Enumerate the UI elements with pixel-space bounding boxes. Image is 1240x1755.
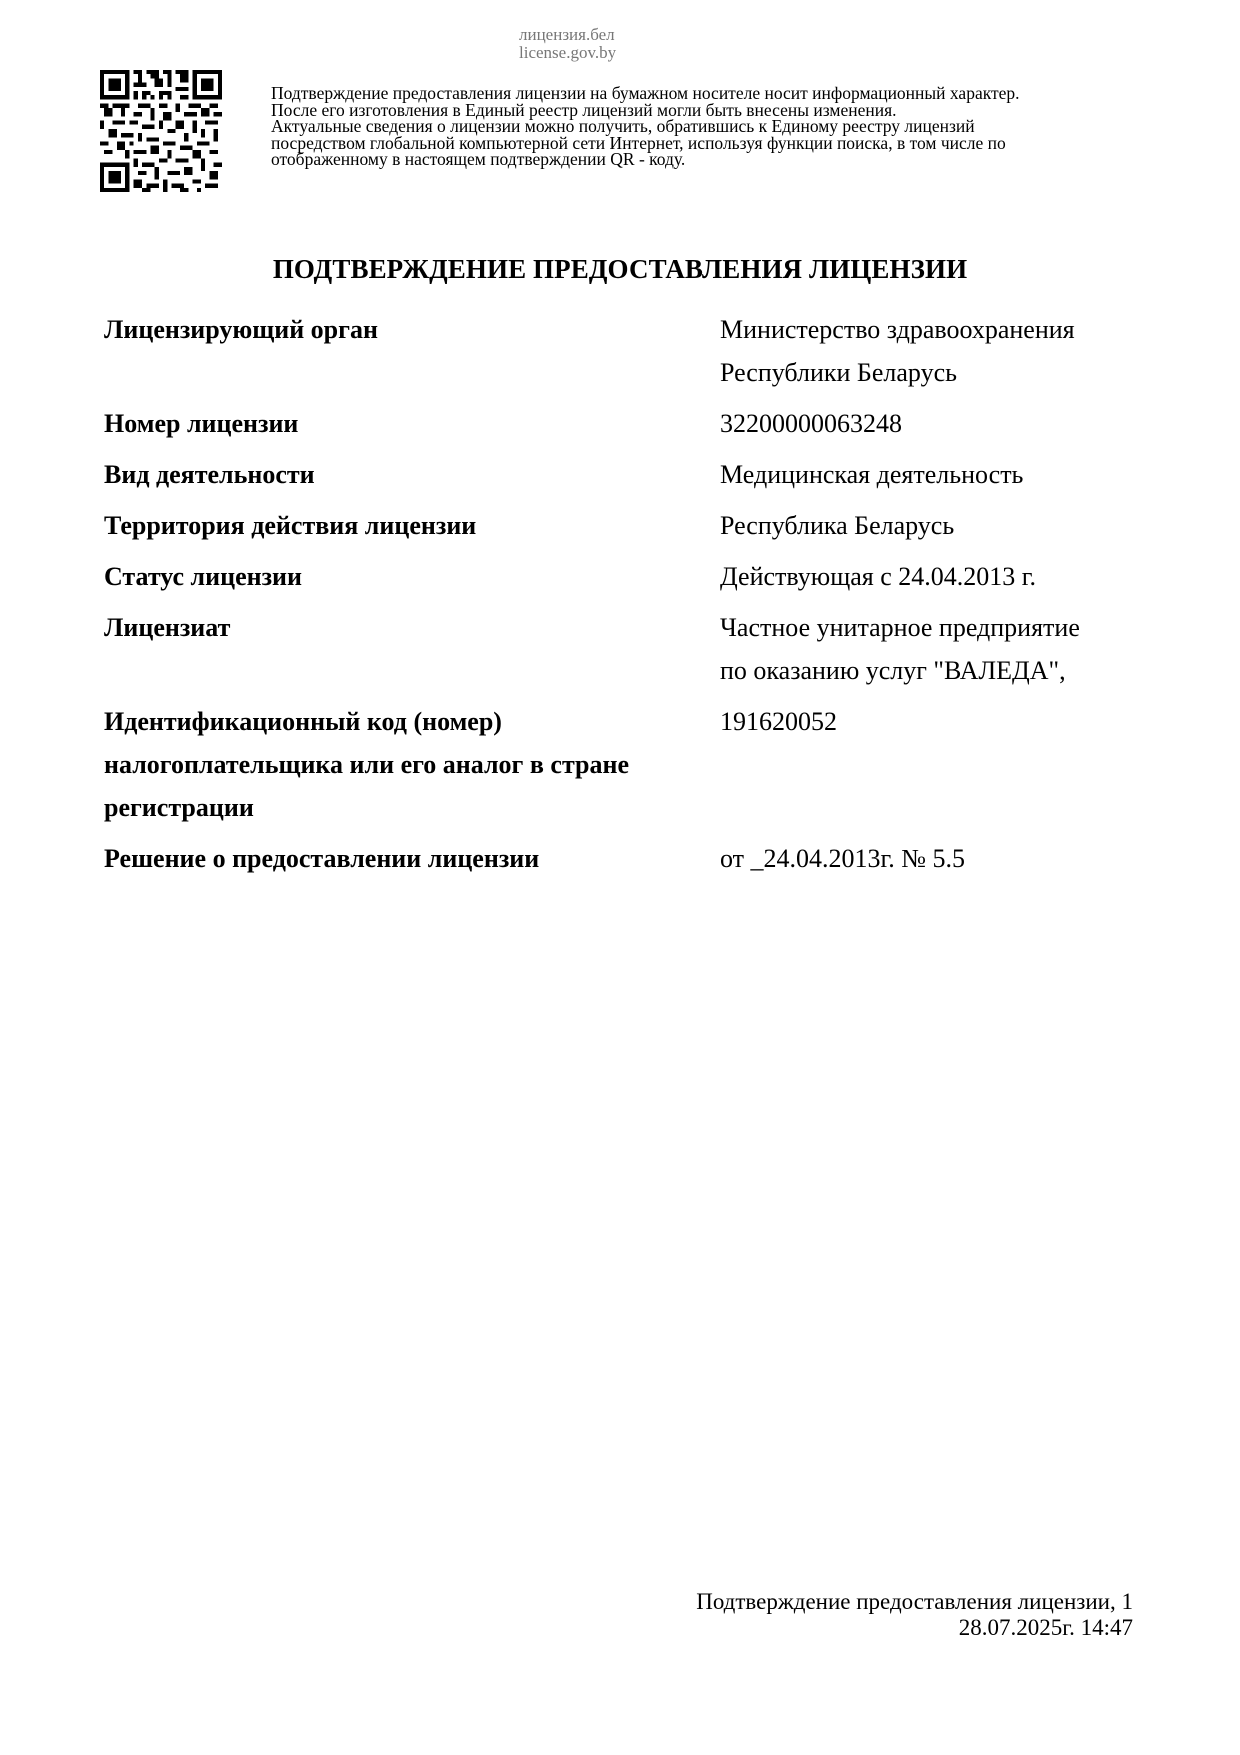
field-row-license-number (104, 402, 1154, 445)
field-row-taxpayer-id (104, 700, 1154, 829)
notice-line: Актуальные сведения о лицензии можно получить, обратившись к Единому реестру лицензий (271, 116, 975, 136)
field-row-decision (104, 837, 1154, 880)
field-row-licensee (104, 606, 1154, 692)
field-label (104, 453, 720, 496)
field-label (104, 308, 720, 394)
field-value (720, 308, 1150, 394)
field-value (720, 504, 1150, 547)
field-value (720, 555, 1150, 598)
field-label (104, 700, 720, 829)
footer-timestamp: 28.07.2025г. 14:47 (958, 1615, 1133, 1640)
field-label-line: Статус лицензии (104, 562, 302, 591)
license-fields (104, 308, 1154, 880)
field-value-line: 32200000063248 (720, 409, 902, 438)
field-label (104, 402, 720, 445)
field-label-line: регистрации (104, 793, 254, 822)
field-label (104, 555, 720, 598)
footer-page-label: Подтверждение предоставления лицензии, 1 (696, 1589, 1133, 1614)
field-label-line: Номер лицензии (104, 409, 299, 438)
notice-line: После его изготовления в Единый реестр лицензий могли быть внесены изменения. (271, 99, 897, 120)
site-link-bel[interactable]: лицензия.бел (519, 25, 615, 44)
field-label (104, 837, 720, 880)
field-value-line: Республика Беларусь (720, 511, 955, 540)
field-label-line: Решение о предоставлении лицензии (104, 844, 540, 873)
field-value-line: Республики Беларусь (720, 358, 957, 387)
field-label-line: Вид деятельности (104, 460, 315, 489)
field-label-line: налогоплательщика или его аналог в стране (104, 750, 630, 779)
notice-line: Подтверждение предоставления лицензии на бумажном носителе носит информационный характер. (271, 83, 1020, 103)
field-value-line: Действующая с 24.04.2013 г. (720, 562, 1037, 591)
field-label (104, 606, 720, 692)
field-value (720, 700, 1150, 829)
field-value-line: Министерство здравоохранения (720, 315, 1075, 344)
site-link-gov-by[interactable]: license.gov.by (519, 43, 617, 62)
page-footer (696, 1589, 1133, 1641)
field-row-status (104, 555, 1154, 598)
info-notice (271, 85, 1171, 168)
field-label-line: Лицензирующий орган (104, 315, 378, 344)
notice-line: отображенному в настоящем подтверждении QR - коду. (271, 149, 686, 169)
field-value-line: по оказанию услуг "ВАЛЕДА", (720, 656, 1066, 685)
document-title: ПОДТВЕРЖДЕНИЕ ПРЕДОСТАВЛЕНИЯ ЛИЦЕНЗИИ (272, 254, 968, 284)
field-value-line: от _24.04.2013г. № 5.5 (720, 844, 966, 873)
field-value-line: Частное унитарное предприятие (720, 613, 1080, 642)
qr-code-icon (100, 70, 222, 192)
field-value (720, 402, 1150, 445)
site-links (519, 26, 649, 62)
field-value (720, 606, 1150, 692)
field-row-licensing-authority (104, 308, 1154, 394)
field-value-line: Медицинская деятельность (720, 460, 1024, 489)
field-row-territory (104, 504, 1154, 547)
field-label-line: Территория действия лицензии (104, 511, 477, 540)
field-label (104, 504, 720, 547)
field-row-activity-type (104, 453, 1154, 496)
notice-line: посредством глобальной компьютерной сети Интернет, используя функции поиска, в том числе по (271, 132, 1006, 153)
field-label-line: Лицензиат (104, 613, 231, 642)
field-value (720, 837, 1150, 880)
field-value-line: 191620052 (720, 707, 837, 736)
field-label-line: Идентификационный код (номер) (104, 707, 502, 736)
field-value (720, 453, 1150, 496)
